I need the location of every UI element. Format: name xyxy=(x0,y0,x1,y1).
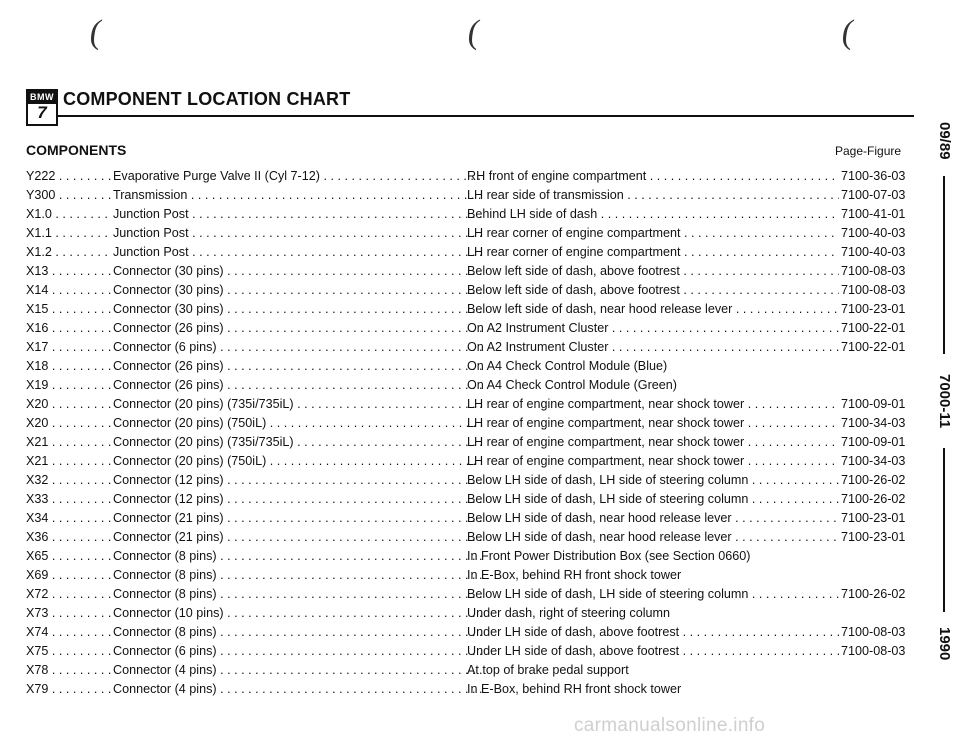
component-description: Connector (20 pins) (750iL) . . . xyxy=(113,416,483,430)
page-figure-ref: 7100-40-03 xyxy=(841,245,906,259)
component-code: X1.1 . . . xyxy=(26,226,112,240)
component-code: X18 . . . xyxy=(26,359,112,373)
page-figure-ref: 7100-41-01 xyxy=(841,207,906,221)
component-location: Below LH side of dash, LH side of steering column . . . xyxy=(467,473,839,487)
component-location: Under dash, right of steering column xyxy=(467,606,671,620)
component-description: Connector (10 pins) . . . xyxy=(113,606,483,620)
component-code: Y222 . . . xyxy=(26,169,112,183)
component-location: LH rear of engine compartment, near shock tower . . . xyxy=(467,435,839,449)
component-table xyxy=(26,169,908,701)
table-row xyxy=(26,264,908,283)
component-description: Connector (8 pins) . . . xyxy=(113,587,483,601)
component-location: Below LH side of dash, near hood release lever . . . xyxy=(467,530,839,544)
title-rule xyxy=(58,115,914,117)
component-description: Connector (26 pins) . . . xyxy=(113,321,483,335)
component-description: Transmission . . . xyxy=(113,188,483,202)
component-description: Connector (4 pins) . . . xyxy=(113,682,483,696)
table-row xyxy=(26,416,908,435)
table-row xyxy=(26,283,908,302)
table-row xyxy=(26,321,908,340)
table-row xyxy=(26,207,908,226)
table-row xyxy=(26,644,908,663)
table-row xyxy=(26,663,908,682)
component-location: Below LH side of dash, LH side of steering column . . . xyxy=(467,587,839,601)
component-description: Connector (20 pins) (735i/735iL) . . . xyxy=(113,435,483,449)
component-description: Connector (8 pins) . . . xyxy=(113,568,483,582)
component-location: On A4 Check Control Module (Green) xyxy=(467,378,677,392)
page-figure-ref: 7100-23-01 xyxy=(841,302,906,316)
section-heading: COMPONENTS xyxy=(26,142,127,158)
side-margin xyxy=(933,0,955,744)
component-code: X17 . . . xyxy=(26,340,112,354)
component-description: Connector (8 pins) . . . xyxy=(113,549,483,563)
component-description: Connector (12 pins) . . . xyxy=(113,492,483,506)
component-description: Connector (20 pins) (735i/735iL) . . . xyxy=(113,397,483,411)
table-row xyxy=(26,397,908,416)
watermark: carmanualsonline.info xyxy=(574,715,766,736)
component-code: X13 . . . xyxy=(26,264,112,278)
component-code: X19 . . . xyxy=(26,378,112,392)
table-row xyxy=(26,625,908,644)
bmw-7-series-logo xyxy=(26,89,58,126)
page-figure-ref: 7100-34-03 xyxy=(841,454,906,468)
component-description: Connector (30 pins) . . . xyxy=(113,283,483,297)
component-description: Junction Post . . . xyxy=(113,226,483,240)
component-code: X36 . . . xyxy=(26,530,112,544)
component-code: X78 . . . xyxy=(26,663,112,677)
component-location: Below left side of dash, near hood release lever . . . xyxy=(467,302,839,316)
component-location: Below left side of dash, above footrest . . . xyxy=(467,264,839,278)
component-location: LH rear corner of engine compartment . . . xyxy=(467,245,839,259)
component-location: RH front of engine compartment . . . xyxy=(467,169,839,183)
table-row xyxy=(26,340,908,359)
component-code: X20 . . . xyxy=(26,397,112,411)
component-code: X1.2 . . . xyxy=(26,245,112,259)
page-figure-ref: 7100-09-01 xyxy=(841,397,906,411)
table-row xyxy=(26,188,908,207)
table-row xyxy=(26,530,908,549)
table-row xyxy=(26,549,908,568)
page-figure-column-header: Page-Figure xyxy=(835,144,902,158)
page-number: 7000-11 xyxy=(936,373,953,429)
component-description: Connector (12 pins) . . . xyxy=(113,473,483,487)
component-description: Connector (26 pins) . . . xyxy=(113,378,483,392)
component-description: Connector (6 pins) . . . xyxy=(113,644,483,658)
component-location: At top of brake pedal support xyxy=(467,663,629,677)
component-code: X34 . . . xyxy=(26,511,112,525)
component-description: Connector (21 pins) . . . xyxy=(113,530,483,544)
table-row xyxy=(26,245,908,264)
component-location: Below LH side of dash, near hood release lever . . . xyxy=(467,511,839,525)
page-figure-ref: 7100-08-03 xyxy=(841,625,906,639)
component-code: X33 . . . xyxy=(26,492,112,506)
component-location: On A2 Instrument Cluster . . . xyxy=(467,340,839,354)
component-location: LH rear side of transmission . . . xyxy=(467,188,839,202)
component-description: Connector (21 pins) . . . xyxy=(113,511,483,525)
component-code: X1.0 . . . xyxy=(26,207,112,221)
component-location: In E-Box, behind RH front shock tower xyxy=(467,568,682,582)
component-location: On A4 Check Control Module (Blue) xyxy=(467,359,668,373)
page-figure-ref: 7100-34-03 xyxy=(841,416,906,430)
component-description: Connector (8 pins) . . . xyxy=(113,625,483,639)
table-row xyxy=(26,682,908,701)
page-figure-ref: 7100-40-03 xyxy=(841,226,906,240)
component-description: Connector (30 pins) . . . xyxy=(113,264,483,278)
component-description: Connector (26 pins) . . . xyxy=(113,359,483,373)
table-row xyxy=(26,226,908,245)
component-location: Under LH side of dash, above footrest . . . xyxy=(467,644,839,658)
table-row xyxy=(26,454,908,473)
component-code: X21 . . . xyxy=(26,435,112,449)
component-location: LH rear of engine compartment, near shock tower . . . xyxy=(467,454,839,468)
table-row xyxy=(26,302,908,321)
page-figure-ref: 7100-08-03 xyxy=(841,283,906,297)
component-location: On A2 Instrument Cluster . . . xyxy=(467,321,839,335)
component-location: In Front Power Distribution Box (see Section 0660) xyxy=(467,549,751,563)
page-figure-ref: 7100-22-01 xyxy=(841,321,906,335)
table-row xyxy=(26,606,908,625)
component-code: Y300 . . . xyxy=(26,188,112,202)
component-code: X73 . . . xyxy=(26,606,112,620)
component-code: X20 . . . xyxy=(26,416,112,430)
component-location: LH rear of engine compartment, near shock tower . . . xyxy=(467,397,839,411)
page-figure-ref: 7100-07-03 xyxy=(841,188,906,202)
component-location: LH rear of engine compartment, near shock tower . . . xyxy=(467,416,839,430)
page-figure-ref: 7100-26-02 xyxy=(841,492,906,506)
component-description: Junction Post . . . xyxy=(113,245,483,259)
page-figure-ref: 7100-26-02 xyxy=(841,473,906,487)
component-description: Connector (20 pins) (750iL) . . . xyxy=(113,454,483,468)
component-code: X79 . . . xyxy=(26,682,112,696)
component-code: X72 . . . xyxy=(26,587,112,601)
component-description: Evaporative Purge Valve II (Cyl 7-12) . . . xyxy=(113,169,483,183)
table-row xyxy=(26,492,908,511)
punch-hole-mark: ( xyxy=(87,14,104,51)
page-figure-ref: 7100-23-01 xyxy=(841,530,906,544)
page-figure-ref: 7100-22-01 xyxy=(841,340,906,354)
punch-hole-mark: ( xyxy=(465,14,482,51)
component-code: X75 . . . xyxy=(26,644,112,658)
punch-hole-mark: ( xyxy=(839,14,856,51)
component-location: Under LH side of dash, above footrest . . . xyxy=(467,625,839,639)
component-description: Connector (6 pins) . . . xyxy=(113,340,483,354)
model-year: 1990 xyxy=(936,627,953,661)
component-location: Behind LH side of dash . . . xyxy=(467,207,839,221)
component-code: X15 . . . xyxy=(26,302,112,316)
margin-rule xyxy=(943,176,945,354)
table-row xyxy=(26,473,908,492)
component-description: Junction Post . . . xyxy=(113,207,483,221)
table-row xyxy=(26,359,908,378)
page-title: COMPONENT LOCATION CHART xyxy=(63,89,351,109)
component-description: Connector (30 pins) . . . xyxy=(113,302,483,316)
component-location: LH rear corner of engine compartment . . . xyxy=(467,226,839,240)
component-code: X69 . . . xyxy=(26,568,112,582)
edition-date: 09/89 xyxy=(936,122,953,160)
margin-rule xyxy=(943,448,945,612)
table-row xyxy=(26,169,908,188)
page-figure-ref: 7100-08-03 xyxy=(841,644,906,658)
table-row xyxy=(26,378,908,397)
component-code: X16 . . . xyxy=(26,321,112,335)
component-code: X21 . . . xyxy=(26,454,112,468)
logo-brand: BMW xyxy=(30,92,54,102)
page-figure-ref: 7100-36-03 xyxy=(841,169,906,183)
component-code: X14 . . . xyxy=(26,283,112,297)
component-code: X65 . . . xyxy=(26,549,112,563)
table-row xyxy=(26,587,908,606)
component-location: In E-Box, behind RH front shock tower xyxy=(467,682,682,696)
component-location: Below LH side of dash, LH side of steering column . . . xyxy=(467,492,839,506)
table-row xyxy=(26,511,908,530)
component-code: X32 . . . xyxy=(26,473,112,487)
table-row xyxy=(26,435,908,454)
page-figure-ref: 7100-08-03 xyxy=(841,264,906,278)
page-figure-ref: 7100-09-01 xyxy=(841,435,906,449)
page-figure-ref: 7100-23-01 xyxy=(841,511,906,525)
page-figure-ref: 7100-26-02 xyxy=(841,587,906,601)
logo-series: 7 xyxy=(37,103,47,122)
component-location: Below left side of dash, above footrest . . . xyxy=(467,283,839,297)
table-row xyxy=(26,568,908,587)
component-description: Connector (4 pins) . . . xyxy=(113,663,483,677)
component-code: X74 . . . xyxy=(26,625,112,639)
